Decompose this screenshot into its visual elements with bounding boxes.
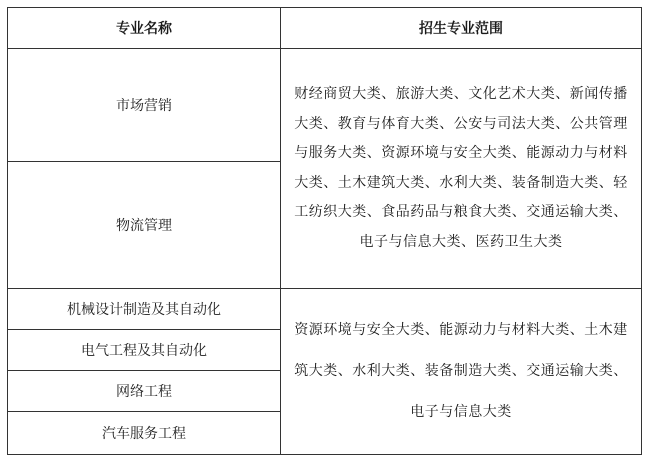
table-row: [8, 289, 642, 330]
major-cell: 网络工程: [8, 371, 281, 412]
header-row: [8, 8, 642, 49]
enrollment-range-text: 财经商贸大类、旅游大类、文化艺术大类、新闻传播大类、教育与体育大类、公安与司法大类、公共管理与服务大类、资源环境与安全大类、能源动力与材料大类、土木建筑大类、水利大类、装备制造大类、轻工纺织大类、食品药品与粮食大类、交通运输大类、电子与信息大类、医药卫生大类: [294, 86, 628, 250]
header-enrollment-range: 招生专业范围: [281, 8, 642, 49]
enrollment-range-cell: [281, 49, 642, 289]
major-cell: 物流管理: [8, 162, 281, 289]
enrollment-range-text: 资源环境与安全大类、能源动力与材料大类、土木建筑大类、水利大类、装备制造大类、交通运输大类、电子与信息大类: [294, 322, 628, 420]
header-major-name: 专业名称: [8, 8, 281, 49]
major-cell: 市场营销: [8, 49, 281, 162]
major-cell: 电气工程及其自动化: [8, 330, 281, 371]
major-cell: 机械设计制造及其自动化: [8, 289, 281, 330]
majors-table: [7, 7, 642, 455]
table-row: [8, 49, 642, 162]
major-cell: 汽车服务工程: [8, 412, 281, 455]
enrollment-range-cell: [281, 289, 642, 455]
